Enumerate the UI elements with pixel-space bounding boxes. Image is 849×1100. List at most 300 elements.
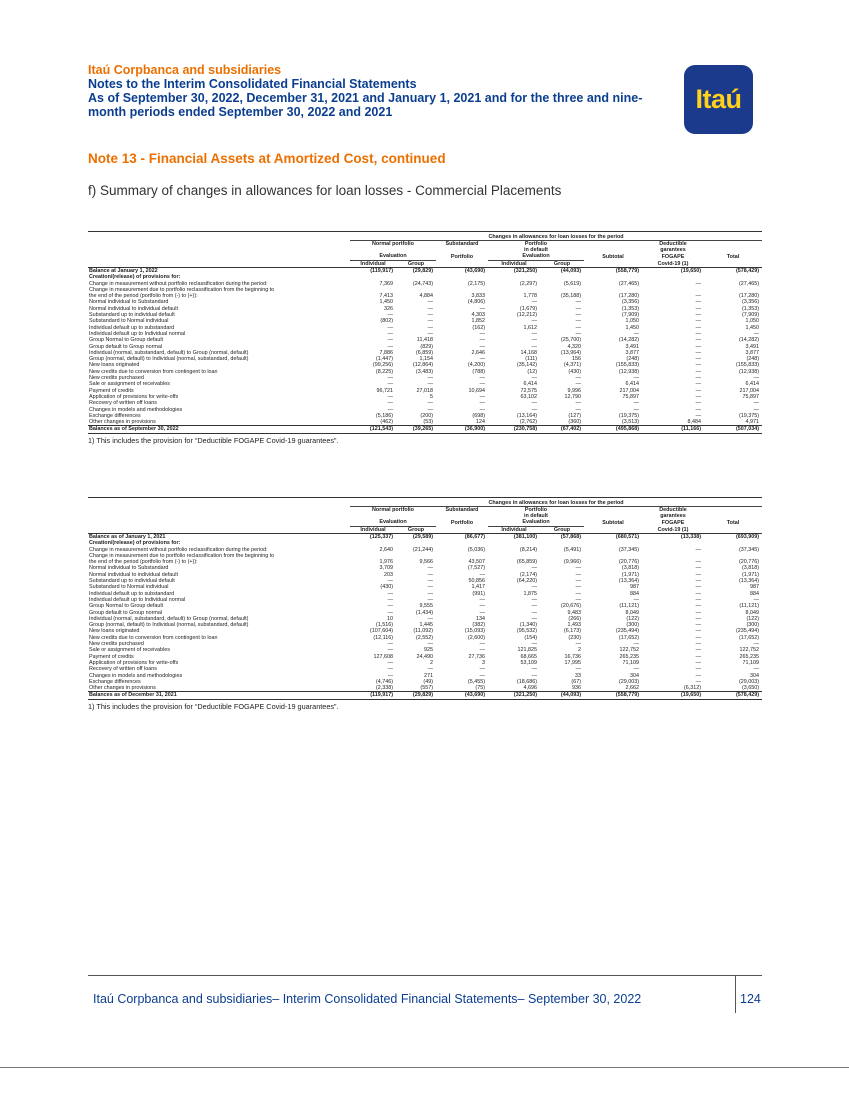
cell-value: (3,650) [741,685,760,692]
row-label: New loans originated [89,362,140,369]
cell-value: — [427,324,433,331]
cell-value: (27,465) [618,280,639,287]
cell-value: (462) [380,419,393,426]
cell-value: (3,513) [621,419,639,426]
cell-value: — [753,400,760,407]
cell-value: — [753,330,760,337]
cell-value: — [479,375,485,382]
cell-value: — [427,584,433,591]
cell-value: — [695,330,701,337]
cell-value: — [575,590,581,597]
cell-value: — [387,381,393,388]
cell-value: — [531,318,537,325]
cell-value: 8,484 [687,419,701,426]
cell-value: — [387,666,393,673]
cell-value: (321,250) [488,267,540,274]
cell-value: (18,686) [516,678,537,685]
cell-value: — [695,590,701,597]
allowance-table-2021 [88,497,762,711]
cell-value: — [387,406,393,413]
cell-value: — [575,299,581,306]
section-subtitle: f) Summary of changes in allowances for loan losses - Commercial Placements [88,183,562,198]
cell-value: (119,917) [350,267,396,274]
cell-value: 5 [430,393,433,400]
cell-value: (5,036) [467,546,485,553]
cell-value: 68,665 [520,653,537,660]
cell-value: (111) [525,356,537,363]
cell-value: (1,971) [741,571,760,578]
cell-value: — [695,641,701,648]
cell-value: 27,736 [468,653,485,660]
row-label: Substandard to Normal individual [89,318,169,325]
cell-value: — [427,615,433,622]
cell-value: — [427,299,433,306]
cell-value: (558,779) [584,692,642,699]
cell-value: 53,109 [520,659,537,666]
row-label: Payment of credits [89,653,134,660]
cell-value: — [479,609,485,616]
cell-value: (829) [420,343,433,350]
header-line-2: Notes to the Interim Consolidated Financial Statements [88,77,417,91]
cell-value: 2,662 [625,685,639,692]
cell-value: (2,175) [467,280,485,287]
cell-value: (2,174) [519,571,537,578]
cell-value: — [427,381,433,388]
cell-value: — [531,375,537,382]
cell-value: — [427,565,433,572]
cell-value: — [695,678,701,685]
cell-value: (43,690) [436,267,488,274]
cell-value: (5,491) [563,546,581,553]
row-label: Creation/(release) of provisions for: [89,274,181,281]
cell-value: — [695,324,701,331]
cell-value: — [387,590,393,597]
cell-value: (14,282) [618,337,639,344]
cell-value: (162) [472,324,485,331]
cell-value: — [695,375,701,382]
cell-value: (230) [568,634,581,641]
row-label: Normal individual to individual default [89,571,178,578]
cell-value: (99,256) [372,362,393,369]
row-label: Group default to Group normal [89,609,163,616]
cell-value: 884 [630,590,639,597]
cell-value: (29,003) [618,678,639,685]
cell-value: (12,938) [618,368,639,375]
group-header: Changes in allowances for loan losses for the period [350,500,762,507]
cell-value: (9,966) [563,559,581,566]
table-row [88,685,762,692]
col-normal-portfolio: Normal portfolio [372,240,414,247]
cell-value: (578,429) [704,692,762,699]
cell-value: (44,093) [540,692,584,699]
cell-value: (11,121) [739,603,760,610]
cell-value: (2,762) [519,419,537,426]
cell-value: 24,490 [416,653,433,660]
cell-value: (248) [626,356,639,363]
cell-value: (20,776) [738,559,760,566]
cell-value: (17,280) [618,293,639,300]
page-bottom-rule [0,1067,849,1068]
cell-value: — [479,393,485,400]
row-label: Group Normal to Group default [89,603,164,610]
row-label: Individual (normal, substandard, default) to Group (normal, default) [89,349,249,356]
cell-value: 3,877 [745,349,760,356]
cell-value: (507,034) [704,426,762,433]
cell-value: 1,450 [625,324,639,331]
cell-value: 134 [476,615,485,622]
cell-value: (430) [380,584,393,591]
cell-value: — [387,609,393,616]
cell-value: — [479,641,485,648]
cell-value: — [695,578,701,585]
cell-value: (7,909) [741,312,760,319]
col-individual: Individual [360,526,386,533]
logo-text: Itaú [695,84,742,114]
group-header: Changes in allowances for loan losses for the period [350,234,762,241]
cell-value: — [479,356,485,363]
cell-value: (13,164) [516,412,537,419]
cell-value: (693,909) [704,533,762,540]
cell-value: — [633,666,639,673]
cell-value: (27,465) [738,280,760,287]
col-subtotal: Subtotal [602,253,624,260]
col-evaluation-default: Evaluation [488,519,584,526]
col-portfolio-default-1: Portfolio [524,506,548,513]
cell-value: 1,154 [419,356,433,363]
cell-value: — [387,603,393,610]
cell-value: — [633,400,639,407]
cell-value: — [633,375,639,382]
cell-value: 127,608 [373,653,393,660]
cell-value: — [575,312,581,319]
cell-value: 1,778 [523,293,537,300]
cell-value: — [531,672,537,679]
cell-value: (20,776) [618,559,639,566]
cell-value: — [531,596,537,603]
cell-value: (2,297) [519,280,537,287]
cell-value: 4,696 [523,685,537,692]
row-label: Exchange differences [89,678,141,685]
cell-value: 75,897 [742,393,760,400]
cell-value: — [695,596,701,603]
cell-value: (13,338) [642,533,704,540]
cell-value: — [387,659,393,666]
cell-value: — [479,603,485,610]
table-2021-footnote: 1) This includes the provision for “Deductible FOGAPE Covid-19 guarantees”. [88,701,339,711]
cell-value: (578,429) [704,267,762,274]
cell-value: 987 [630,584,639,591]
cell-value: 27,018 [416,387,433,394]
cell-value: 12,790 [564,393,581,400]
cell-value: — [575,381,581,388]
cell-value: 3,833 [471,293,485,300]
cell-value: (360) [568,419,581,426]
cell-value: (4,746) [375,678,393,685]
row-label: Group Normal to Group default [89,337,164,344]
cell-value: (3,818) [741,565,760,572]
row-label: the end of the period (portfolio from (-) to (+)): [89,559,198,566]
cell-value: (24,743) [412,280,433,287]
cell-value: 271 [424,672,433,679]
cell-value: — [695,609,701,616]
row-label: Individual default up to substandard [89,324,175,331]
cell-value: — [695,615,701,622]
col-group: Group [553,526,571,533]
cell-value: 156 [572,356,581,363]
cell-value: — [427,400,433,407]
cell-value: 1,417 [471,584,485,591]
cell-value: — [695,659,701,666]
cell-value: (25,700) [560,337,581,344]
cell-value: (1,434) [415,609,433,616]
cell-value: (300) [746,622,760,629]
cell-value: 1,976 [379,559,393,566]
row-label: Change in measurement without portfolio reclassification during the period: [89,546,268,553]
cell-value: (35,188) [560,293,581,300]
cell-value: 9,566 [419,559,433,566]
cell-value: (11,166) [642,426,704,433]
cell-value: 6,414 [745,381,760,388]
row-label: Substandard up to individual default [89,312,175,319]
cell-value: (19,650) [642,692,704,699]
cell-value: — [387,343,393,350]
cell-value: 1,050 [625,318,639,325]
cell-value: 10,694 [468,387,485,394]
cell-value: (235,494) [735,628,760,635]
cell-value: — [575,596,581,603]
cell-value: 121,825 [517,647,537,654]
col-group: Group [553,260,571,267]
cell-value: 17,995 [564,659,581,666]
cell-value: — [575,571,581,578]
cell-value: (67) [571,678,581,685]
cell-value: (2,338) [375,685,393,692]
footer-text: Itaú Corpbanca and subsidiaries– Interim Consolidated Financial Statements– September 30, 2022 [93,992,642,1006]
cell-value: — [753,406,760,413]
cell-value: 10 [387,615,393,622]
cell-value: (127) [568,412,581,419]
cell-value: — [575,584,581,591]
cell-value: — [695,653,701,660]
cell-value: 925 [424,647,433,654]
cell-value: (65,859) [516,559,537,566]
cell-value: — [531,299,537,306]
cell-value: 3 [482,659,485,666]
row-label: Change in measurement due to portfolio reclassification from the beginning to [89,552,275,559]
row-label: Normal individual to individual default [89,305,178,312]
cell-value: — [427,578,433,585]
cell-value: — [479,647,485,654]
cell-value: — [575,641,581,648]
row-label: New loans originated [89,628,140,635]
cell-value: (1,353) [621,305,639,312]
cell-value: (235,494) [615,628,639,635]
cell-value: — [387,375,393,382]
cell-value: — [427,571,433,578]
cell-value: (57,868) [540,533,584,540]
row-label: Creation/(release) of provisions for: [89,540,181,547]
cell-value: — [695,293,701,300]
cell-value: (230,758) [488,426,540,433]
cell-value: — [427,596,433,603]
cell-value: (95,532) [516,628,537,635]
cell-value: (43,690) [436,692,488,699]
cell-value: — [695,343,701,350]
cell-value: (29,829) [396,267,436,274]
row-label: Individual default up to substandard [89,590,175,597]
cell-value: — [531,343,537,350]
cell-value: 2 [578,647,581,654]
row-label: Group (normal, default) to Individual (normal, substandard, default) [89,622,249,629]
cell-value: — [531,584,537,591]
cell-value: — [531,400,537,407]
header-line-3: As of September 30, 2022, December 31, 2021 and January 1, 2021 and for the three and nine- [88,91,643,105]
cell-value: (44,093) [540,267,584,274]
cell-value: 217,004 [619,387,639,394]
cell-value: (6,859) [415,349,433,356]
cell-value: 1,445 [419,622,433,629]
cell-value: (788) [472,368,485,375]
cell-value: 9,483 [567,609,581,616]
cell-value: — [695,280,701,287]
cell-value: — [695,381,701,388]
col-portfolio-default-2: in default [524,513,548,520]
cell-value: — [387,596,393,603]
cell-value: (21,244) [412,546,433,553]
cell-value: — [695,584,701,591]
cell-value: (4,806) [467,299,485,306]
cell-value: — [695,603,701,610]
cell-value: 43,507 [468,559,485,566]
row-label: Recovery of written off loans [89,400,157,407]
col-fogape: FOGAPE [661,519,685,526]
cell-value: 7,413 [379,293,393,300]
cell-value: — [695,571,701,578]
cell-value: — [479,666,485,673]
cell-value: — [479,305,485,312]
cell-value: (802) [380,318,393,325]
cell-value: — [695,337,701,344]
cell-value: (12,864) [412,362,433,369]
row-label: Normal individual to Substandard [89,299,169,306]
cell-value: 3,709 [379,565,393,572]
cell-value: — [387,672,393,679]
cell-value: (39,265) [396,426,436,433]
table-2022 [88,231,762,434]
cell-value: 987 [750,584,760,591]
cell-value: (29,003) [738,678,760,685]
cell-value: — [531,330,537,337]
allowance-table-2022 [88,231,762,445]
cell-value: — [633,596,639,603]
col-total: Total [726,519,740,526]
cell-value: — [479,571,485,578]
cell-value: — [427,305,433,312]
cell-value: — [753,641,760,648]
row-label: Payment of credits [89,387,134,394]
cell-value: 124 [476,419,485,426]
cell-value: (19,375) [738,412,760,419]
row-label: Individual default up to Individual normal [89,330,186,337]
row-label: Recovery of written off loans [89,666,157,673]
cell-value: — [427,375,433,382]
col-individual: Individual [360,260,386,267]
cell-value: — [575,375,581,382]
cell-value: — [531,565,537,572]
cell-value: (300) [626,622,639,629]
cell-value: — [753,375,760,382]
row-label: Balance as of January 1, 2021 [88,533,350,540]
cell-value: — [479,672,485,679]
col-individual: Individual [501,260,527,267]
cell-value: 7,886 [379,349,393,356]
cell-value: (20,676) [560,603,581,610]
header-line-4: month periods ended September 30, 2022 and 2021 [88,105,393,119]
row-label: Changes in models and methodologies [89,406,183,413]
cell-value: — [387,393,393,400]
cell-value: — [575,400,581,407]
col-total: Total [726,253,740,260]
row-label: Exchange differences [89,412,141,419]
cell-value: 1,450 [745,324,760,331]
row-label: Balances as of September 30, 2022 [88,426,350,433]
cell-value: — [531,337,537,344]
table-row [88,426,762,433]
cell-value: — [695,305,701,312]
cell-value: 304 [630,672,639,679]
cell-value: (119,917) [350,692,396,699]
cell-value: (17,652) [738,634,760,641]
row-label: Application of provisions for write-offs [89,393,179,400]
cell-value: — [695,406,701,413]
cell-value: (155,833) [735,362,760,369]
cell-value: (321,250) [488,692,540,699]
cell-value: 8,049 [745,609,760,616]
cell-value: (8,225) [375,368,393,375]
cell-value: 72,575 [520,387,537,394]
table-2021 [88,497,762,700]
table-row [88,533,762,540]
cell-value: (2,600) [467,634,485,641]
cell-value: (4,371) [563,362,581,369]
cell-value: 3,491 [745,343,760,350]
cell-value: — [531,609,537,616]
cell-value: (680,571) [584,533,642,540]
cell-value: (7,909) [621,312,639,319]
row-label: Sale or assignment of receivables [89,647,170,654]
cell-value: (266) [568,615,581,622]
cell-value: (35,142) [516,362,537,369]
cell-value: (557) [420,685,433,692]
row-label: Change in measurement without portfolio reclassification during the period: [89,280,268,287]
col-evaluation-normal: Evaluation [350,253,436,260]
cell-value: 884 [750,590,760,597]
cell-value: (5,186) [375,412,393,419]
cell-value: — [479,337,485,344]
cell-value: 265,235 [739,653,760,660]
cell-value: — [387,312,393,319]
row-label: New credits due to conversion from contingent to loan [89,368,218,375]
cell-value: (11,092) [413,628,433,635]
cell-value: — [479,330,485,337]
cell-value: (64,220) [516,578,537,585]
cell-value: — [633,641,639,648]
cell-value: (1,353) [741,305,760,312]
cell-value: 936 [572,685,581,692]
col-portfolio-default-1: Portfolio [524,240,548,247]
table-row [88,419,762,426]
col-covid: Covid-19 (1) [657,526,689,533]
